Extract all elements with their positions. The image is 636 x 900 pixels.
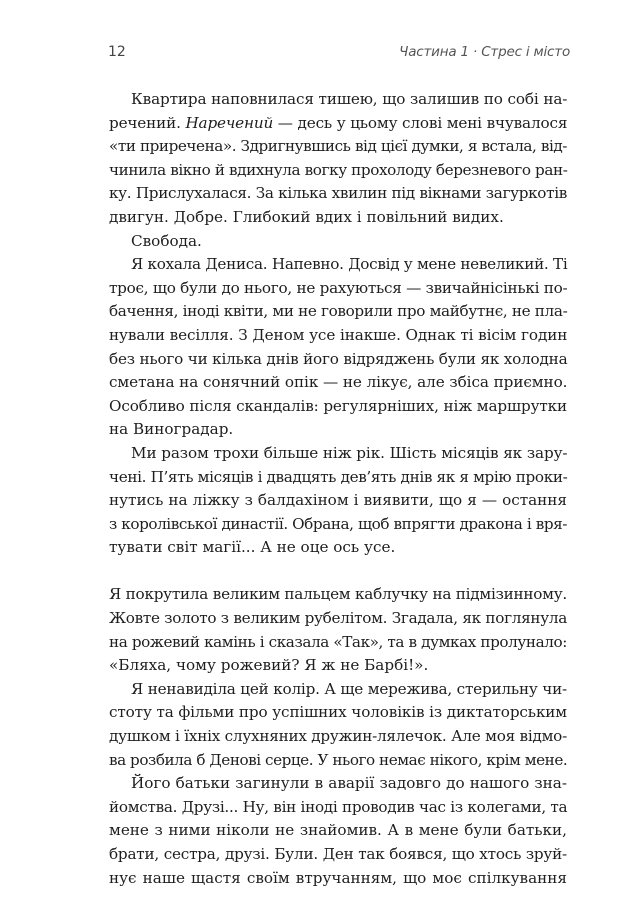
body-text (109, 88, 567, 890)
page-number: 12 (108, 44, 126, 60)
text-line: Ми разом трохи більше ніж рік. Шість місяців як зару- (131, 443, 568, 462)
text-line: бачення, іноді квіти, ми не говорили про майбутнє, не пла- (109, 302, 568, 321)
emphasized-word: Наречений (185, 113, 274, 132)
text-line (109, 112, 567, 136)
running-head: Частина 1 · Стрес і місто (399, 44, 570, 60)
text-line: Свобода. (131, 231, 202, 250)
text-line: стоту та фільми про успішних чоловіків із диктаторським (109, 703, 567, 722)
text-line: Квартира наповнилася тишею, що залишив по собі на- (131, 90, 568, 108)
text-line: Я покрутила великим пальцем каблучку на підмізинному. (109, 585, 567, 604)
text-line: нували весілля. З Деном усе інакше. Однак ті вісім годин (109, 325, 568, 344)
text-line: троє, що були до нього, не рахуються — звичайнісінькі по- (109, 278, 568, 297)
text-line: ва розбила б Денові серце. У нього немає нікого, крім мене. (109, 750, 568, 769)
text-line: «Бляха, чому рожевий? Я ж не Барбі!». (109, 656, 429, 675)
text-line: йомства. Друзі... Ну, він іноді проводив час із колегами, та (109, 797, 568, 816)
text-fragment: — десь у цьому слові мені вчувалося (273, 113, 568, 132)
text-fragment: речений. (109, 113, 186, 132)
text-line: на рожевий камінь і сказала «Так», та в думках пролунало: (109, 632, 567, 651)
text-line: Жовте золото з великим рубелітом. Згадала, як поглянула (109, 609, 567, 628)
text-line: Особливо після скандалів: регулярніших, ніж маршрутки (109, 396, 567, 415)
text-line: двигун. Добре. Глибокий вдих і повільний видих. (109, 207, 504, 226)
page-header (0, 44, 636, 68)
text-line: нує наше щастя своїм втручанням, що моє спілкування (109, 868, 567, 887)
text-line: «ти приречена». Здригнувшись від цієї думки, я встала, від- (109, 137, 567, 156)
text-line: на Виноградар. (109, 420, 234, 439)
text-line: Я ненавиділа цей колір. А ще мережива, стерильну чи- (131, 679, 567, 698)
text-line: чинила вікно й вдихнула вогку прохолоду березневого ран- (109, 160, 568, 179)
text-line: Його батьки загинули в аварії задовго до нашого зна- (131, 774, 567, 793)
text-line: душком і їхніх слухняних дружин-лялечок. Але моя відмо- (109, 727, 567, 746)
text-line: з королівської династії. Обрана, щоб впрягти дракона і вря- (109, 514, 567, 533)
text-line: чені. П’ять місяців і двадцять дев’ять днів як я мрію проки- (109, 467, 568, 486)
text-line: нутись на ліжку з балдахіном і виявити, що я — остання (109, 491, 567, 510)
text-line: мене з ними ніколи не знайомив. А в мене були батьки, (109, 821, 567, 840)
text-line: брати, сестра, друзі. Були. Ден так боявся, що хтось зруй- (109, 845, 567, 863)
text-line: тувати світ магії... А не оце ось усе. (109, 538, 396, 557)
text-line: ку. Прислухалася. За кілька хвилин під вікнами загуркотів (109, 184, 567, 203)
text-line: Я кохала Дениса. Напевно. Досвід у мене невеликий. Ті (131, 255, 568, 274)
text-line: сметана на сонячний опік — не лікує, але збіса приємно. (109, 373, 568, 392)
text-line: без нього чи кілька днів його відряджень були як холодна (109, 349, 568, 368)
